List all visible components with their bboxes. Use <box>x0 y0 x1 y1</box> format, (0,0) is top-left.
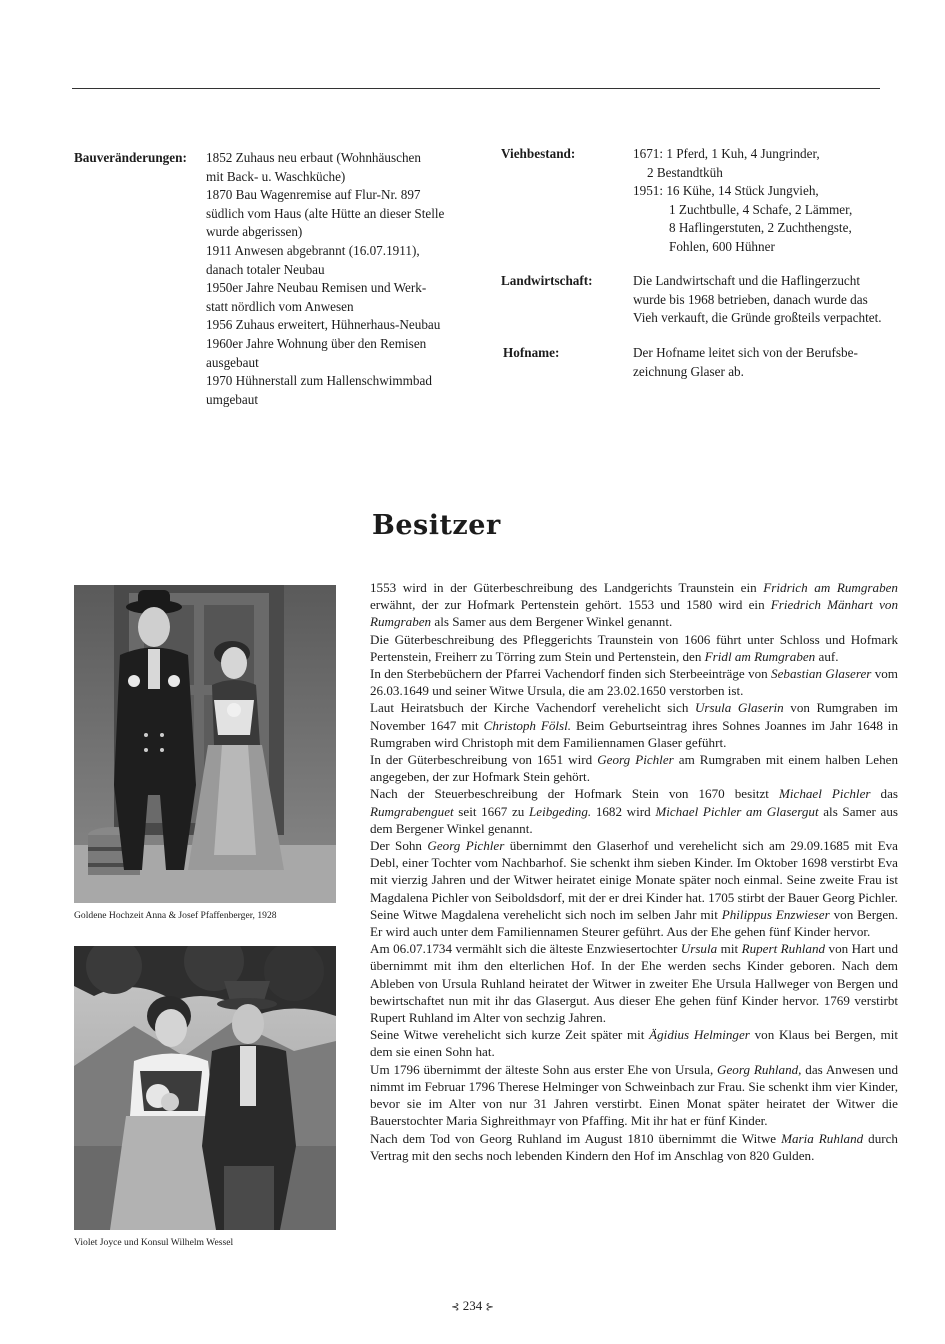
fact-line: Die Landwirtschaft und die Haflingerzucht <box>633 273 861 288</box>
landwirtschaft-label: Landwirtschaft: <box>501 273 593 288</box>
person-name: Georg Pichler <box>597 752 674 768</box>
viehbestand-label: Viehbestand: <box>501 146 576 161</box>
person-name: Maria Ruhland <box>781 1130 864 1146</box>
history-paragraph <box>370 1130 898 1164</box>
photo-golden-wedding-image <box>74 585 336 903</box>
person-name: Michael Pichler am Glasergut <box>655 803 819 819</box>
person-name: Ursula Glaserin <box>694 700 784 716</box>
text-run: Seine Witwe verehelicht sich kurze Zeit später mit <box>370 1027 650 1043</box>
fact-line: 1870 Bau Wagenremise auf Flur-Nr. 897 <box>206 187 421 203</box>
history-paragraph <box>370 940 898 1026</box>
history-paragraph <box>370 665 898 699</box>
fact-line: 1970 Hühnerstall zum Hallenschwimmbad <box>206 373 432 389</box>
ornament-right-icon: ⊱ <box>485 1302 494 1313</box>
fact-line: ausgebaut <box>206 354 259 370</box>
fact-line: 1960er Jahre Wohnung über den Remisen <box>206 335 427 351</box>
photo-wessel-couple <box>74 946 336 1230</box>
text-run: von Klaus bei Bergen, mit dem sie einen Sohn hat. <box>370 1027 898 1060</box>
history-paragraph <box>370 579 898 631</box>
term: Leibgeding. <box>528 803 592 819</box>
text-run: als Samer aus dem Bergener Winkel genannt. <box>431 614 673 630</box>
fact-line: 1671: 1 Pferd, 1 Kuh, 4 Jungrinder, <box>633 146 820 161</box>
history-paragraph <box>370 1061 898 1130</box>
history-paragraph <box>370 751 898 785</box>
text-run: In den Sterbebüchern der Pfarrei Vachendorf finden sich Sterbeeinträge von <box>370 666 772 682</box>
viehbestand-text <box>633 145 852 257</box>
person-name: Georg Ruhland, <box>717 1061 802 1077</box>
fact-line: Der Hofname leitet sich von der Berufsbe- <box>633 345 858 360</box>
fact-line: wurde abgerissen) <box>206 224 303 240</box>
person-name: Philippus Enzwieser <box>721 906 830 922</box>
fact-line: südlich vom Haus (alte Hütte an dieser Stelle <box>206 205 445 221</box>
fact-line: 1852 Zuhaus neu erbaut (Wohnhäuschen <box>206 150 422 165</box>
text-run: mit <box>717 941 742 957</box>
fact-line: 1956 Zuhaus erweitert, Hühnerhaus-Neubau <box>206 317 441 333</box>
ornament-left-icon: ⊰ <box>451 1302 460 1313</box>
text-run: auf. <box>815 648 839 664</box>
history-paragraph <box>370 906 898 940</box>
history-paragraph <box>370 699 898 751</box>
history-paragraph <box>370 1026 898 1060</box>
text-run: In der Güterbeschreibung von 1651 wird <box>370 752 598 768</box>
text-run: durch Vertrag mit den sechs noch lebenden Kindern den Hof im Anschlag von 820 Gulden. <box>370 1130 898 1163</box>
text-run: Nach dem Tod von Georg Ruhland im August 1810 übernimmt die Witwe <box>370 1130 782 1146</box>
fact-line: mit Back- u. Waschküche) <box>206 168 346 184</box>
text-run: Seine Witwe Magdalena verehelicht sich noch im selben Jahr mit <box>370 906 722 922</box>
text-run: Beim Geburtseintrag ihres Sohnes Joannes im Jahr 1648 in Rumgraben wird Christoph mit dem Familiennamen Glaser geführt. <box>370 717 898 750</box>
history-paragraph <box>370 785 898 837</box>
text-run: seit 1667 zu <box>453 803 529 819</box>
text-run: Am 06.07.1734 vermählt sich die älteste Enzwiesertochter <box>370 941 681 957</box>
text-run: vom 26.03.1649 und seiner Witwe Ursula, die am 23.02.1650 verstorben ist. <box>370 666 898 699</box>
history-text <box>370 579 898 1164</box>
photo-caption: Violet Joyce und Konsul Wilhelm Wessel <box>74 1237 234 1248</box>
photo-wessel-couple-image <box>74 946 336 1230</box>
person-name: Ursula <box>680 941 718 957</box>
page-number <box>0 1298 945 1314</box>
person-name: Fridl am Rumgraben <box>704 648 816 664</box>
hofname-label: Hofname: <box>503 345 560 360</box>
fact-line: danach totaler Neubau <box>206 261 325 277</box>
page-number-value: 234 <box>462 1298 483 1313</box>
history-paragraph <box>370 837 898 906</box>
fact-line: 2 Bestandtküh <box>647 164 723 180</box>
text-run: erwähnt, der zur Hofmark Pertenstein gehört. 1553 und 1580 wird ein <box>370 597 771 613</box>
person-name: Fridrich am Rumgraben <box>763 580 898 595</box>
fact-line: 1950er Jahre Neubau Remisen und Werk- <box>206 280 427 296</box>
bauveraenderungen-text <box>206 149 444 409</box>
person-name: Georg Pichler <box>427 838 505 854</box>
text-run: das <box>870 786 898 802</box>
text-run: von Bergen. Er wird auch unter dem Familiennamen Steurer geführt. Aus der Ehe gehen fünf Kinder hervor. <box>370 906 898 940</box>
fact-line: 1951: 16 Kühe, 14 Stück Jungvieh, <box>633 183 819 199</box>
person-name: Ägidius Helminger <box>649 1027 750 1043</box>
fact-line: wurde bis 1968 betrieben, danach wurde das <box>633 291 868 307</box>
text-run: übernimmt den Glaserhof und verehelicht sich am 29.09.1685 mit Eva Debl, einer Tochter vom Nachbarhof. Sie schenkt ihm sieben Kinder. Im Oktober 1698 verstirbt Eva mit vierzig Jahren und der Witwer heiratet einige Monate später noch einmal. Seine zweite Frau ist Magdalena Pichler von Seiboldsdorf, mit der er drei Kinder hat. 1705 stirbt der Bauer Georg Pichler. <box>370 838 898 905</box>
text-run: als Samer aus dem Bergener Winkel genannt. <box>370 803 898 836</box>
person-name: Friedrich Mänhart von Rumgraben <box>370 597 898 630</box>
photo-golden-wedding <box>74 585 336 903</box>
text-run: Die Güterbeschreibung des Pfleggerichts Traunstein von 1606 führt unter Schloss und Hofmark Pertenstein, Freiherr zu Törring zum Stein und Pertenstein, den <box>370 631 898 664</box>
text-run: Nach der Steuerbeschreibung der Hofmark Stein von 1670 besitzt <box>370 786 779 802</box>
text-run: 1682 wird <box>591 803 656 819</box>
text-run: von Hart und übernimmt mit ihm den elterlichen Hof. In der Ehe werden sechs Kinder geboren. Nach dem Ableben von Ursula Ruhland heiratet der Witwer in zweiter Ehe Ursula Hallweger von Bergen und bewirtschaftet nun mit ihr das Glasergut. Aus dieser Ehe gehen fünf Kinder hervor. 1769 verstirbt Rupert Ruhland im Alter von sechzig Jahren. <box>370 941 899 1026</box>
person-name: Rupert Ruhland <box>741 941 826 957</box>
fact-line: 1 Zuchtbulle, 4 Schafe, 2 Lämmer, <box>669 201 853 217</box>
person-name: Michael Pichler <box>778 786 871 802</box>
estate-name: Rumgrabenguet <box>370 803 454 819</box>
fact-line: umgebaut <box>206 391 259 407</box>
photo-caption: Goldene Hochzeit Anna & Josef Pfaffenberger, 1928 <box>74 910 277 921</box>
text-run: von Rumgraben im November 1647 mit <box>370 700 898 733</box>
landwirtschaft-text <box>633 272 882 328</box>
text-run: das Anwesen und nimmt im Februar 1796 Therese Helminger von Schweinbach zur Frau. Sie schenkt ihm vier Kinder, bevor sie im Alter von nur 31 Jahren verstirbt. Einen Monat später heiratet der Witwer die Bauerstochter Maria Sighreithmayr von Pfaffing. Mit ihr hat er fünf Kinder. <box>370 1061 899 1129</box>
text-run: Um 1796 übernimmt der älteste Sohn aus erster Ehe von Ursula, <box>370 1061 718 1077</box>
person-name: Christoph Fölsl. <box>483 717 572 733</box>
text-run: 1553 wird in der Güterbeschreibung des Landgerichts Traunstein ein <box>370 580 764 595</box>
text-run: am Rumgraben mit einem halben Lehen angegeben, der zur Hofmark Stein gehört. <box>370 752 899 785</box>
fact-line: Fohlen, 600 Hühner <box>669 238 775 254</box>
text-run: Der Sohn <box>370 838 428 854</box>
bauveraenderungen-label: Bauveränderungen: <box>74 150 187 165</box>
fact-line: 1911 Anwesen abgebrannt (16.07.1911), <box>206 242 420 258</box>
person-name: Sebastian Glaserer <box>771 666 872 682</box>
text-run: Laut Heiratsbuch der Kirche Vachendorf verehelicht sich <box>370 700 695 716</box>
section-heading: Besitzer <box>372 510 501 541</box>
hofname-text <box>633 344 858 381</box>
fact-line: zeichnung Glaser ab. <box>633 363 744 379</box>
history-paragraph <box>370 631 898 665</box>
top-rule <box>72 88 880 89</box>
fact-line: 8 Haflingerstuten, 2 Zuchthengste, <box>669 220 852 236</box>
fact-line: Vieh verkauft, die Gründe großteils verpachtet. <box>633 310 882 326</box>
fact-line: statt nördlich vom Anwesen <box>206 298 354 314</box>
